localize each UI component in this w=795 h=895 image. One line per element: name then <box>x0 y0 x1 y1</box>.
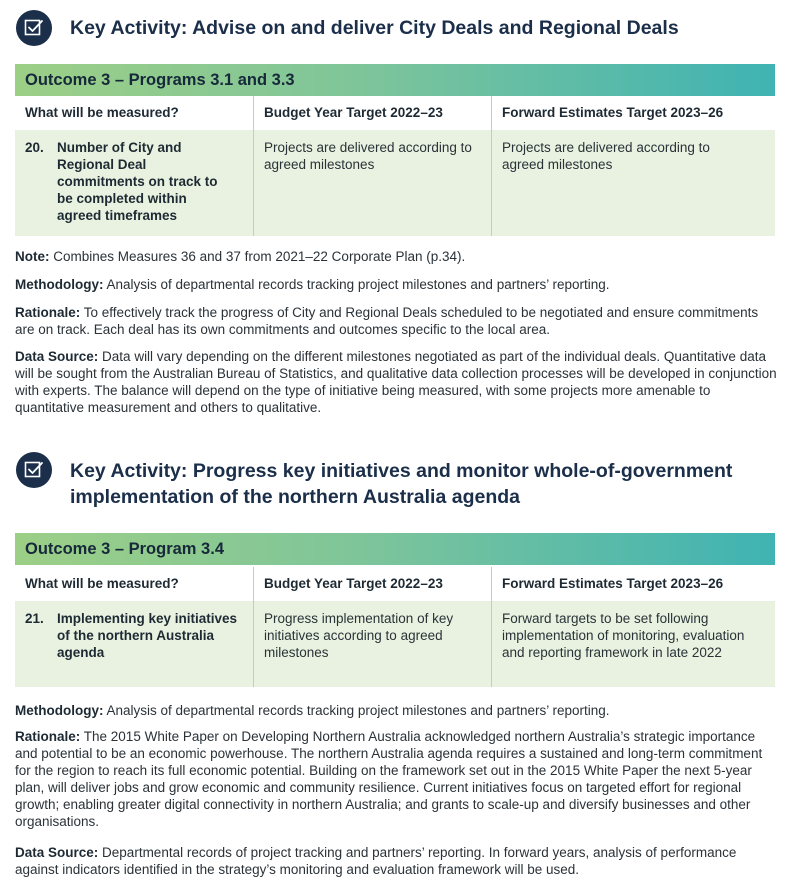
data-source-paragraph <box>15 844 780 878</box>
methodology-paragraph <box>15 276 780 293</box>
table-row <box>15 130 775 236</box>
header-forward-target: Forward Estimates Target 2023–26 <box>491 567 775 601</box>
budget-target-cell: Progress implementation of key initiatives according to agreed milestones <box>253 601 491 687</box>
data-source-paragraph <box>15 348 780 416</box>
forward-target-cell: Forward targets to be set following implementation of monitoring, evaluation and reporting framework in late 2022 <box>491 601 775 687</box>
data-source-label: Data Source: <box>15 349 99 364</box>
table-header <box>15 567 775 601</box>
measure-text: Number of City and Regional Deal commitments on track to be completed within agreed timeframes <box>57 140 218 223</box>
key-activity-section-1 <box>0 0 795 415</box>
key-activity-header <box>0 446 795 526</box>
data-source-text: Departmental records of project tracking and partners’ reporting. In forward years, analysis of performance against indicators identified in the strategy’s monitoring and evaluation framework will be used. <box>15 845 737 877</box>
key-activity-title: Key Activity: Progress key initiatives and monitor whole-of-government implementation of the northern Australia agenda <box>70 460 733 508</box>
rationale-text: To effectively track the progress of City and Regional Deals scheduled to be negotiated and ensure commitments are on track. Each deal has its own commitments and outcomes specific to the local area. <box>15 305 759 337</box>
checkbox-tick-icon <box>16 452 52 488</box>
methodology-label: Methodology: <box>15 277 104 292</box>
rationale-paragraph <box>15 728 780 830</box>
header-what-measured: What will be measured? <box>25 576 179 591</box>
data-source-text: Data will vary depending on the different milestones negotiated as part of the individual deals. Quantitative data will be sought from the Australian Bureau of Statistics, and qualitative data collection processes will be developed in conjunction with experts. The balance will depend on the type of initiative being measured, with some projects more amenable to quantitative measurement and others to qualitative. <box>15 349 777 415</box>
measures-table <box>15 567 775 689</box>
outcome-bar: Outcome 3 – Program 3.4 <box>15 533 775 565</box>
forward-target-cell: Projects are delivered according to agreed milestones <box>491 130 775 236</box>
checkbox-tick-icon <box>16 10 52 46</box>
measure-number: 21. <box>25 611 44 626</box>
note-paragraph <box>15 248 780 265</box>
methodology-text: Analysis of departmental records tracking project milestones and partners’ reporting. <box>106 703 610 718</box>
note-label: Note: <box>15 249 50 264</box>
header-what-measured: What will be measured? <box>25 105 179 120</box>
rationale-text: The 2015 White Paper on Developing Northern Australia acknowledged northern Australia’s strategic importance and potential to be an economic powerhouse. The northern Australia agenda requires a sustained and long-term commitment for the region to reach its full economic potential. Building on the framework set out in the 2015 White Paper the next 5-year plan, will deliver jobs and grow economic and community resilience. Current initiatives focus on targeted effort for regional growth; enabling greater digital connectivity in northern Australia; and grants to scale-up and diversify businesses and other organisations. <box>15 729 763 829</box>
measure-cell <box>15 601 253 687</box>
header-budget-target: Budget Year Target 2022–23 <box>253 96 491 130</box>
methodology-paragraph <box>15 702 780 719</box>
rationale-label: Rationale: <box>15 729 81 744</box>
measure-text: Implementing key initiatives of the northern Australia agenda <box>57 611 238 660</box>
measure-number: 20. <box>25 140 44 155</box>
methodology-text: Analysis of departmental records tracking project milestones and partners’ reporting. <box>106 277 610 292</box>
data-source-label: Data Source: <box>15 845 99 860</box>
key-activity-header <box>0 0 795 60</box>
table-row <box>15 601 775 687</box>
rationale-label: Rationale: <box>15 305 81 320</box>
rationale-paragraph <box>15 304 780 338</box>
key-activity-section-2 <box>0 446 795 877</box>
budget-target-cell: Projects are delivered according to agreed milestones <box>253 130 491 236</box>
measures-table <box>15 96 775 236</box>
table-header <box>15 96 775 130</box>
note-text: Combines Measures 36 and 37 from 2021–22 Corporate Plan (p.34). <box>53 249 466 264</box>
header-forward-target: Forward Estimates Target 2023–26 <box>491 96 775 130</box>
measure-cell <box>15 130 253 236</box>
outcome-bar: Outcome 3 – Programs 3.1 and 3.3 <box>15 64 775 96</box>
header-budget-target: Budget Year Target 2022–23 <box>253 567 491 601</box>
methodology-label: Methodology: <box>15 703 104 718</box>
key-activity-title: Key Activity: Advise on and deliver City Deals and Regional Deals <box>70 17 679 39</box>
